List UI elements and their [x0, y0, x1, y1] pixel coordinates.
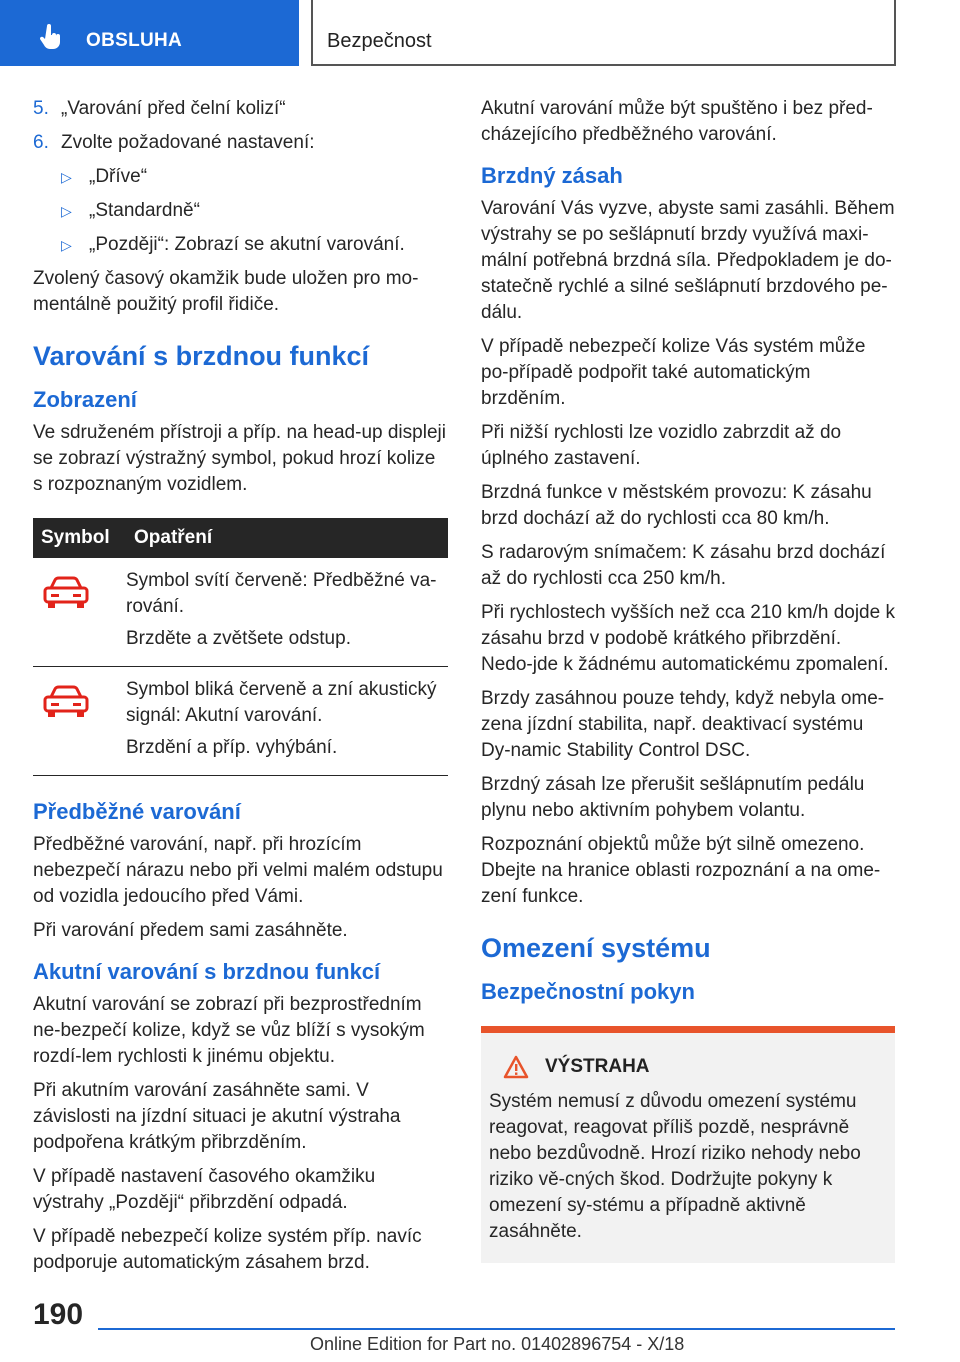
left-column	[33, 96, 448, 1284]
heading-system-limits: Omezení systému	[481, 933, 711, 963]
heading-brake-intervention: Brzdný zásah	[481, 163, 623, 188]
list-item: 5. „Varování před čelní kolizí“	[33, 98, 286, 119]
triangle-bullet-icon: ▷	[61, 237, 72, 253]
paragraph: Při nižší rychlosti lze vozidlo zabrzdit až do úplného zastavení.	[481, 422, 842, 469]
warning-title: VÝSTRAHA	[489, 1055, 887, 1079]
heading-pre-warning: Předběžné varování	[33, 799, 241, 824]
paragraph: Předběžné varování, např. při hrozícím nebezpečí nárazu nebo při velmi malém odstupu od vozidla jedoucího před Vámi.	[33, 834, 443, 907]
symbol-table	[33, 518, 448, 776]
page-number: 190	[33, 1298, 84, 1331]
paragraph: Brzdy zasáhnou pouze tehdy, když nebyla ome-zena jízdní stabilita, např. deaktivací systému Dy-namic Stability Control DSC.	[481, 688, 885, 761]
car-warning-icon	[41, 685, 91, 719]
hand-pointer-icon	[38, 24, 64, 50]
heading-brake-warning: Varování s brzdnou funkcí	[33, 341, 370, 371]
tab-label: OBSLUHA	[86, 30, 183, 51]
heading-display: Zobrazení	[33, 387, 137, 412]
section-tab[interactable]	[311, 0, 896, 66]
table-header: Symbol	[33, 518, 126, 558]
table-header: Opatření	[126, 518, 448, 558]
paragraph: Rozpoznání objektů může být silně omezeno. Dbejte na hranice oblasti rozpoznání a na ome-zení funkce.	[481, 834, 881, 907]
page-header	[0, 0, 960, 66]
warning-triangle-icon	[503, 1055, 529, 1079]
paragraph: Akutní varování se zobrazí při bezprostředním ne-bezpečí kolize, když se vůz blíží s vysokým rozdí-lem rychlosti k jinému objektu.	[33, 994, 425, 1067]
paragraph: Zvolený časový okamžik bude uložen pro mo-mentálně použitý profil řidiče.	[33, 268, 419, 315]
list-item: 6. Zvolte požadované nastavení:	[33, 132, 315, 153]
paragraph: Brzdná funkce v městském provozu: K zásahu brzd dochází až do rychlosti cca 80 km/h.	[481, 482, 872, 529]
heading-safety-note: Bezpečnostní pokyn	[481, 979, 695, 1004]
car-warning-icon	[41, 576, 91, 610]
paragraph: Při rychlostech vyšších než cca 210 km/h dojde k zásahu brzd v podobě krátkého přibrzdění. Nedo-jde k žádnému automatickému zpomalení.	[481, 602, 895, 675]
paragraph: Ve sdruženém přístroji a příp. na head-up displeji se zobrazí výstražný symbol, pokud hrozí kolize s rozpoznaným vozidlem.	[33, 422, 446, 495]
paragraph: V případě nebezpečí kolize systém příp. navíc podporuje automatickým zásahem brzd.	[33, 1226, 422, 1273]
warning-box	[481, 1026, 895, 1263]
tab-obsluha[interactable]	[0, 0, 299, 66]
sub-list-item: ▷ „Později“: Zobrazí se akutní varování.	[33, 232, 448, 258]
triangle-bullet-icon: ▷	[61, 169, 72, 185]
right-column	[481, 96, 895, 1263]
paragraph: S radarovým snímačem: K zásahu brzd dochází až do rychlosti cca 250 km/h.	[481, 542, 886, 589]
table-row: Symbol svítí červeně: Předběžné va-rování. Brzděte a zvětšete odstup.	[33, 558, 448, 667]
table-row: Symbol bliká červeně a zní akustický signál: Akutní varování. Brzdění a příp. vyhýbání.	[33, 667, 448, 776]
footer-divider	[98, 1328, 895, 1330]
paragraph: Varování Vás vyzve, abyste sami zasáhli. Během výstrahy se po sešlápnutí brzdy využívá maxi-mální potřebná brzdná síla. Předpokladem je do-statečně rychlé a silné sešlápnutí brzdového pe-dálu.	[481, 198, 895, 323]
paragraph: Při akutním varování zasáhněte sami. V závislosti na jízdní situaci je akutní výstraha podpořena krátkým přibrzděním.	[33, 1080, 401, 1153]
paragraph: Brzdný zásah lze přerušit sešlápnutím pedálu plynu nebo aktivním pohybem volantu.	[481, 774, 865, 821]
warning-text: Systém nemusí z důvodu omezení systému reagovat, reagovat příliš pozdě, nesprávně nebo bezdůvodně. Hrozí riziko nehody nebo riziko vě-cných škod. Dodržujte pokyny k omezení sy-stému a případně aktivně zasáhněte.	[489, 1091, 861, 1242]
paragraph: Akutní varování může být spuštěno i bez před-cházejícího předběžného varování.	[481, 98, 873, 145]
paragraph: Při varování předem sami zasáhněte.	[33, 920, 348, 941]
sub-list-item: ▷ „Standardně“	[33, 198, 448, 224]
paragraph: V případě nebezpečí kolize Vás systém může po-případě podpořit také automatickým brzděním.	[481, 336, 866, 409]
sub-list-item: ▷ „Dříve“	[33, 164, 448, 190]
section-title: Bezpečnost	[327, 30, 432, 52]
triangle-bullet-icon: ▷	[61, 203, 72, 219]
paragraph: V případě nastavení časového okamžiku výstrahy „Později“ přibrzdění odpadá.	[33, 1166, 376, 1213]
heading-acute-warning: Akutní varování s brzdnou funkcí	[33, 959, 381, 984]
footer-edition: Online Edition for Part no. 01402896754 - X/18	[310, 1334, 685, 1354]
